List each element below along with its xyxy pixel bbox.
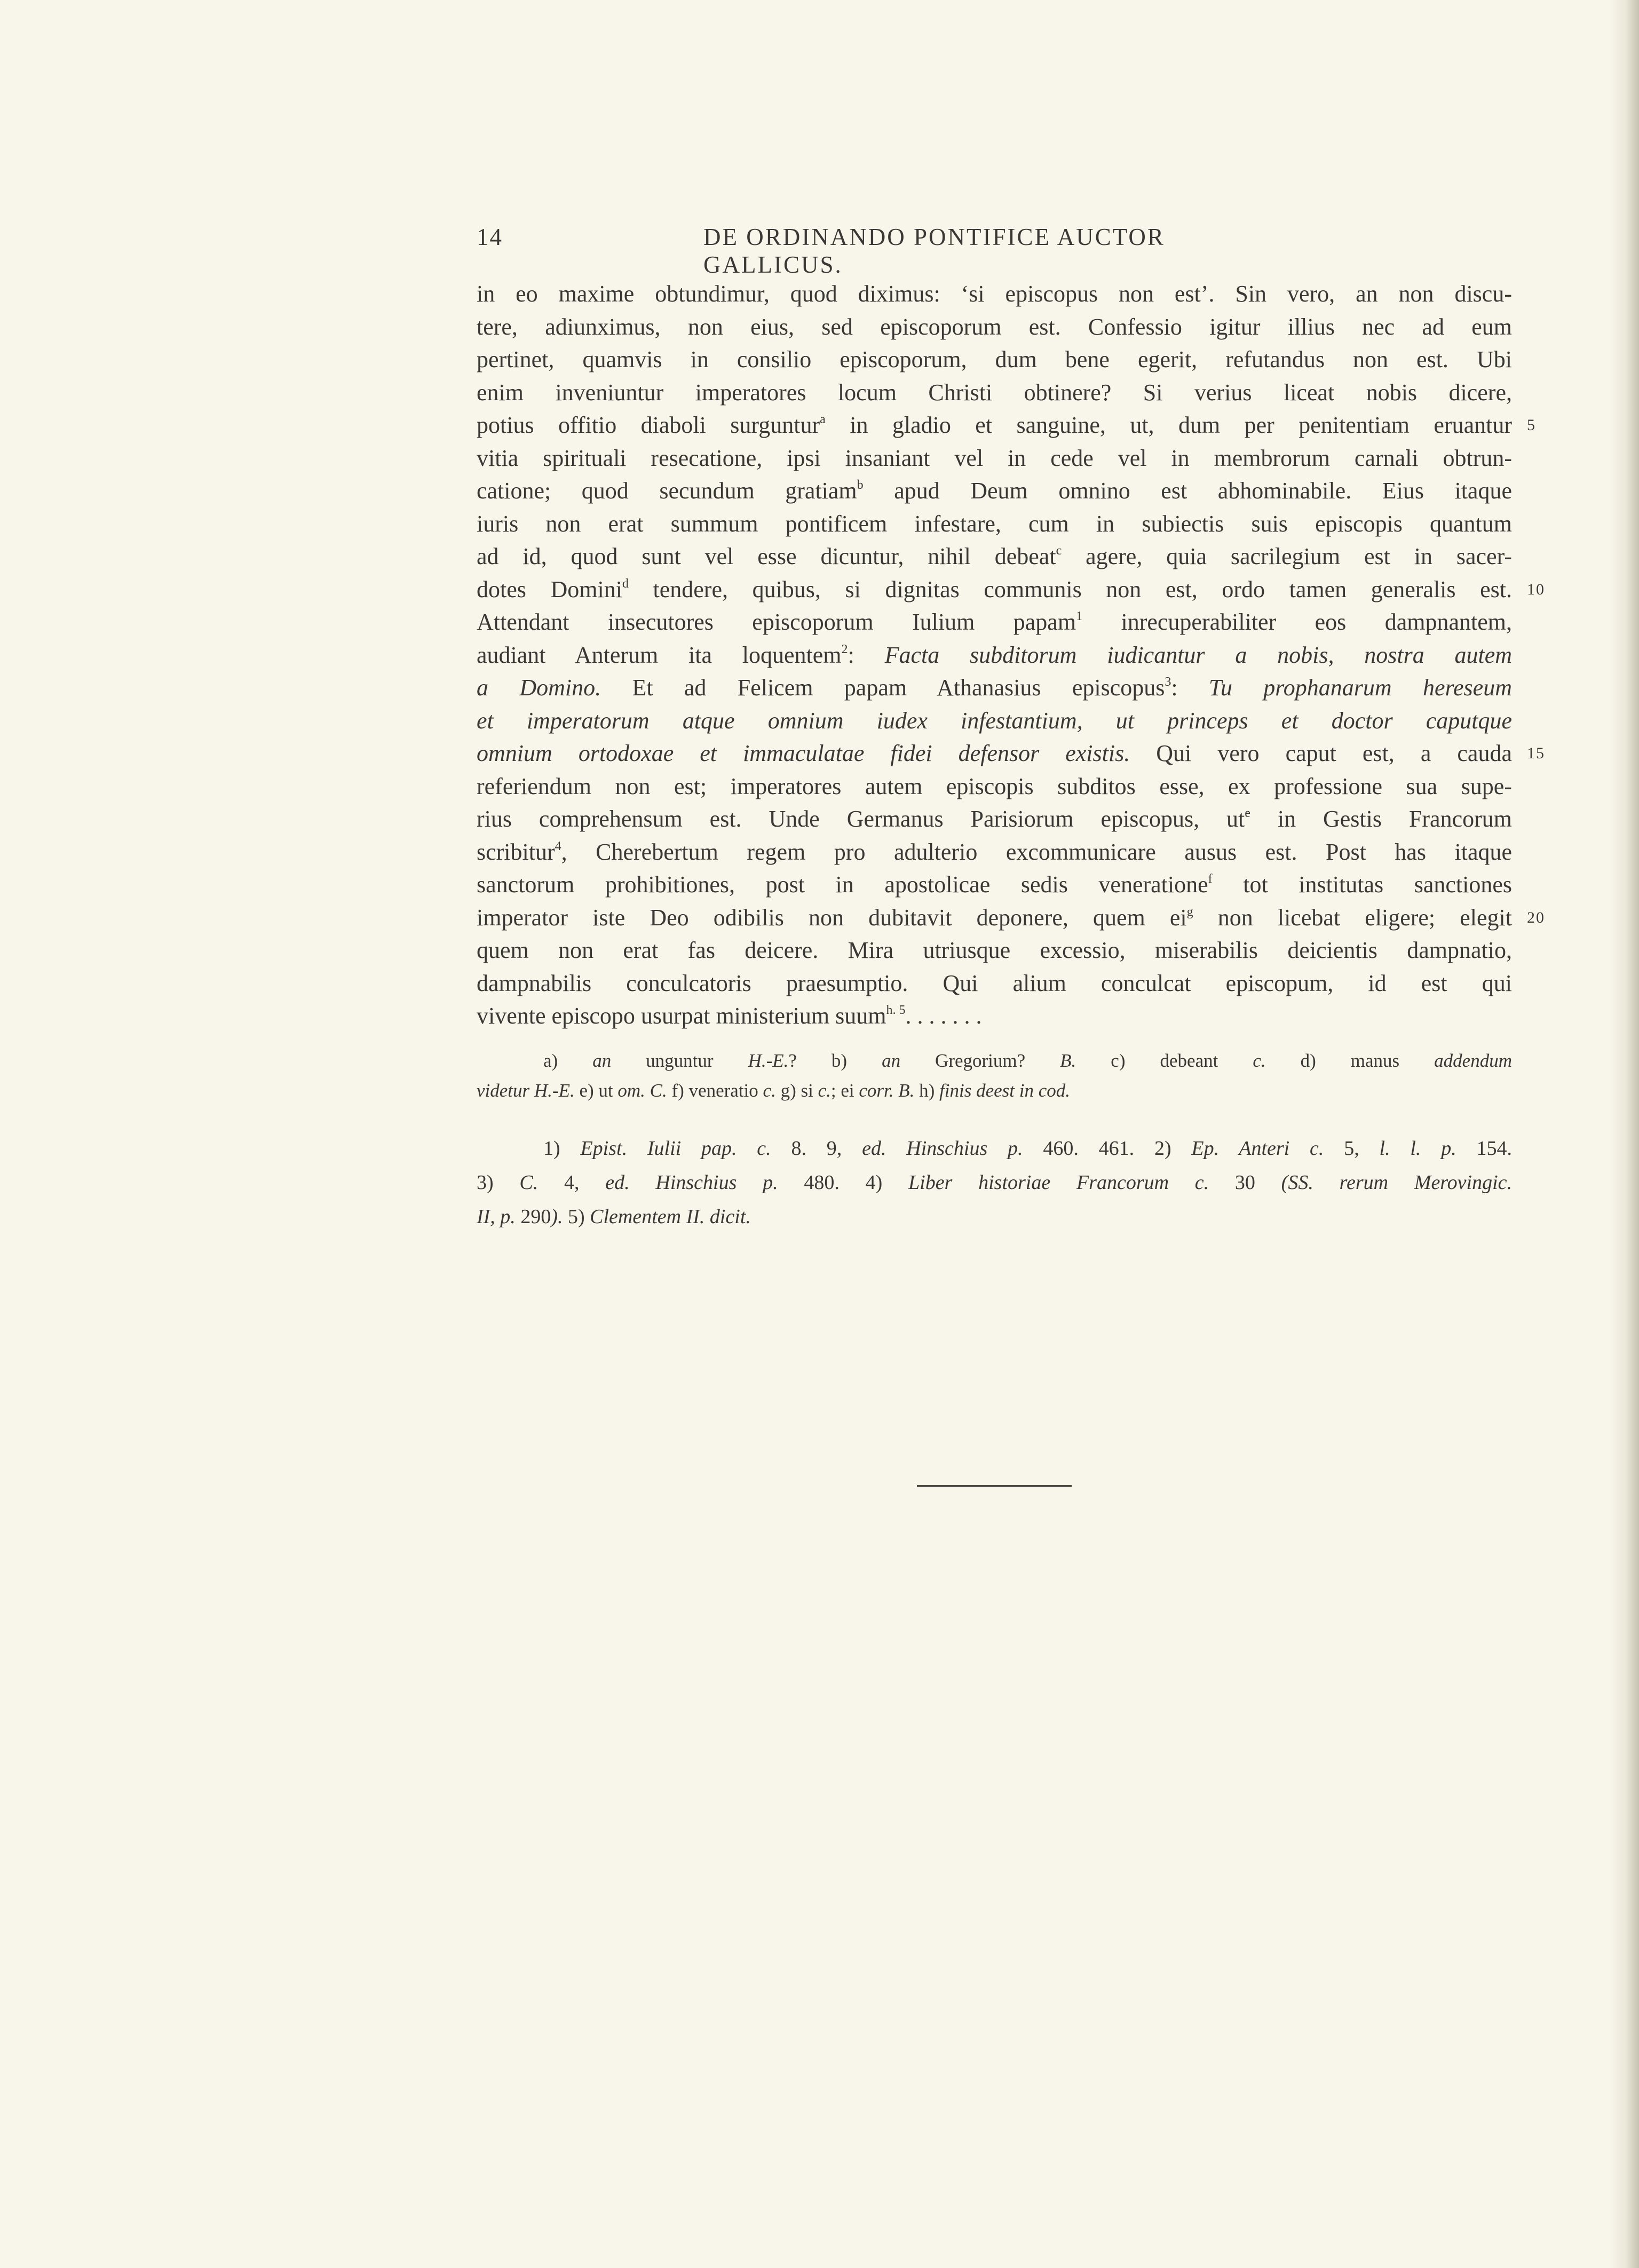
text-segment: 460. 461. 2) — [1023, 1137, 1192, 1160]
source-note-line — [477, 1131, 1512, 1165]
italic-text: II, p. — [477, 1206, 516, 1228]
source-notes — [477, 1131, 1512, 1234]
body-text-line — [477, 868, 1512, 901]
body-text-line — [477, 311, 1512, 344]
body-text-line — [477, 901, 1545, 934]
body-text-line — [477, 606, 1512, 639]
text-segment: ? b) — [788, 1050, 882, 1071]
body-text-line — [477, 343, 1512, 376]
italic-text: an — [592, 1050, 612, 1071]
text-segment: unguntur — [611, 1050, 748, 1071]
text-segment: Gregorium? — [900, 1050, 1060, 1071]
italic-text: Epist. Iulii pap. c. — [580, 1137, 771, 1160]
text-segment: tendere, quibus, si dignitas communis non est, ordo tamen generalis est. — [628, 576, 1512, 602]
text-segment: tere, adiunximus, non eius, sed episcoporum est. Confessio igitur illius nec ad eum — [477, 313, 1512, 340]
text-segment: quem non erat fas deicere. Mira utriusque excessio, miserabilis deicientis dampnatio, — [477, 937, 1512, 963]
body-text-line — [477, 639, 1512, 672]
text-segment: inrecuperabiliter eos dampnantem, — [1082, 609, 1512, 635]
text-segment: : — [1171, 675, 1209, 701]
italic-text: ed. Hinschius p. — [862, 1137, 1023, 1160]
italic-text: C. — [519, 1171, 539, 1194]
note-marker: 2 — [841, 642, 848, 656]
body-text-line — [477, 967, 1512, 1000]
text-segment: dotes Domini — [477, 576, 622, 602]
text-segment: audiant Anterum ita loquentem — [477, 641, 842, 668]
text-segment: referiendum non est; imperatores autem episcopis subditos esse, ex professione sua supe- — [477, 773, 1512, 799]
body-text-line — [477, 803, 1512, 836]
text-segment: 290 — [515, 1206, 551, 1228]
text-segment: a) — [543, 1050, 593, 1071]
body-text-line — [477, 671, 1512, 704]
critical-apparatus — [477, 1046, 1512, 1106]
body-text-line — [477, 474, 1512, 507]
source-note-line — [477, 1165, 1512, 1200]
text-segment: catione; quod secundum gratiam — [477, 478, 857, 504]
text-segment: rius comprehensum est. Unde Germanus Parisiorum episcopus, ut — [477, 806, 1245, 832]
text-segment: in Gestis Francorum — [1250, 806, 1512, 832]
italic-text: Ep. Anteri c. — [1191, 1137, 1324, 1160]
italic-text: omnium ortodoxae et immaculatae fidei defensor existis. — [477, 740, 1130, 766]
italic-text: corr. B. — [859, 1080, 915, 1101]
body-text-line — [477, 1000, 1512, 1033]
note-marker: e — [1245, 806, 1250, 820]
apparatus-line — [477, 1046, 1512, 1076]
text-segment: non licebat eligere; elegit — [1193, 904, 1512, 931]
text-segment: 5, — [1324, 1137, 1380, 1160]
note-marker: 4 — [555, 839, 561, 853]
text-segment: Et ad Felicem papam Athanasius episcopus — [601, 675, 1165, 701]
italic-text: ed. Hinschius p. — [605, 1171, 778, 1194]
note-marker: h. 5 — [886, 1003, 906, 1017]
note-marker: a — [820, 413, 826, 426]
apparatus-line — [477, 1076, 1512, 1106]
body-text-line — [477, 409, 1536, 442]
italic-text: videtur H.-E. — [477, 1080, 575, 1101]
text-segment: scribitur — [477, 838, 555, 865]
text-segment: 8. 9, — [771, 1137, 862, 1160]
text-segment: Qui vero caput est, a cauda — [1130, 740, 1512, 766]
text-segment: 1) — [543, 1137, 581, 1160]
source-note-line — [477, 1200, 1512, 1234]
body-text-line — [477, 540, 1512, 573]
italic-text: Tu prophanarum hereseum — [1208, 675, 1512, 701]
text-segment: e) ut — [574, 1080, 618, 1101]
note-marker: 3 — [1165, 675, 1171, 689]
note-marker: g — [1186, 905, 1193, 919]
text-segment: iuris non erat summum pontificem infestare, cum in subiectis suis episcopis quantum — [477, 510, 1512, 537]
text-segment: f) veneratio — [667, 1080, 763, 1101]
italic-text: Clementem II. dicit. — [590, 1206, 751, 1228]
body-text-line — [477, 836, 1512, 869]
text-segment: 480. 4) — [778, 1171, 909, 1194]
italic-text: l. l. p. — [1379, 1137, 1456, 1160]
italic-text: c. — [1253, 1050, 1266, 1071]
end-separator-rule — [917, 1485, 1072, 1487]
text-segment: pertinet, quamvis in consilio episcoporum, dum bene egerit, refutandus non est. Ubi — [477, 346, 1512, 372]
text-segment: 5) — [563, 1206, 590, 1228]
italic-text: an — [882, 1050, 901, 1071]
italic-text: c. — [818, 1080, 831, 1101]
italic-text: addendum — [1434, 1050, 1512, 1071]
italic-text: B. — [1060, 1050, 1076, 1071]
page-header — [477, 223, 1288, 278]
text-segment: imperator iste Deo odibilis non dubitavit deponere, quem ei — [477, 904, 1187, 931]
page-number: 14 — [477, 224, 503, 250]
text-segment: g) si — [775, 1080, 818, 1101]
italic-text: om. C. — [617, 1080, 667, 1101]
italic-text: H.-E. — [748, 1050, 789, 1071]
italic-text: c. — [763, 1080, 776, 1101]
text-segment: in eo maxime obtundimur, quod diximus: ‘si episcopus non est’. Sin vero, an non discu- — [477, 281, 1512, 307]
text-segment: in gladio et sanguine, ut, dum per penitentiam eruantur — [825, 412, 1512, 438]
body-text-line — [477, 442, 1512, 475]
italic-text: ). — [551, 1206, 563, 1228]
text-segment: ; ei — [830, 1080, 859, 1101]
text-segment: 3) — [477, 1171, 520, 1194]
text-segment: apud Deum omnino est abhominabile. Eius itaque — [863, 478, 1512, 504]
body-text-line — [477, 770, 1512, 803]
note-marker: 1 — [1076, 609, 1083, 623]
text-segment: 154. — [1456, 1137, 1513, 1160]
page-edge-shadow — [1610, 0, 1639, 2268]
main-text — [477, 277, 1545, 1033]
note-marker: b — [857, 478, 864, 492]
body-text-line — [477, 277, 1512, 311]
body-text-line — [477, 737, 1545, 770]
text-segment: 4, — [538, 1171, 606, 1194]
text-segment: enim inveniuntur imperatores locum Christi obtinere? Si verius liceat nobis dicere, — [477, 379, 1512, 406]
text-segment: Attendant insecutores episcoporum Iulium papam — [477, 609, 1076, 635]
text-segment: h) — [914, 1080, 940, 1101]
body-text-line — [477, 704, 1512, 738]
text-segment: c) debeant — [1076, 1050, 1253, 1071]
text-segment: d) manus — [1265, 1050, 1435, 1071]
text-segment: : — [848, 641, 885, 668]
italic-text: (SS. rerum Merovingic. — [1281, 1171, 1513, 1194]
note-marker: c — [1056, 544, 1062, 558]
body-text-line — [477, 573, 1545, 606]
italic-text: a Domino. — [477, 675, 601, 701]
italic-text: Facta subditorum iudicantur a nobis, nostra autem — [884, 641, 1513, 668]
italic-text: finis deest in cod. — [939, 1080, 1071, 1101]
text-segment: , Cherebertum regem pro adulterio excommunicare ausus est. Post has itaque — [561, 838, 1512, 865]
text-segment: sanctorum prohibitiones, post in apostolicae sedis veneratione — [477, 871, 1208, 898]
margin-line-number: 15 — [1527, 744, 1545, 762]
margin-line-number: 5 — [1527, 416, 1536, 434]
note-marker: d — [622, 576, 629, 591]
running-title: DE ORDINANDO PONTIFICE AUCTOR GALLICUS. — [703, 224, 1165, 278]
text-segment: . . . . . . . — [905, 1003, 982, 1029]
text-segment: ad id, quod sunt vel esse dicuntur, nihil debeat — [477, 543, 1056, 569]
text-segment: potius offitio diaboli surguntur — [477, 412, 820, 438]
body-text-line — [477, 376, 1512, 409]
note-marker: f — [1208, 872, 1213, 886]
italic-text: Liber historiae Francorum c. — [908, 1171, 1209, 1194]
text-segment: vivente episcopo usurpat ministerium suum — [477, 1003, 886, 1029]
body-text-line — [477, 934, 1512, 967]
text-segment: 30 — [1209, 1171, 1281, 1194]
margin-line-number: 10 — [1527, 580, 1545, 598]
body-text-line — [477, 507, 1512, 541]
italic-text: et imperatorum atque omnium iudex infestantium, ut princeps et doctor caputque — [477, 707, 1512, 734]
margin-line-number: 20 — [1527, 908, 1545, 926]
text-segment: vitia spirituali resecatione, ipsi insaniant vel in cede vel in membrorum carnali obtrun- — [477, 445, 1512, 471]
text-segment: agere, quia sacrilegium est in sacer- — [1062, 543, 1512, 569]
text-segment: dampnabilis conculcatoris praesumptio. Qui alium conculcat episcopum, id est qui — [477, 970, 1512, 996]
text-segment: tot institutas sanctiones — [1212, 871, 1512, 898]
